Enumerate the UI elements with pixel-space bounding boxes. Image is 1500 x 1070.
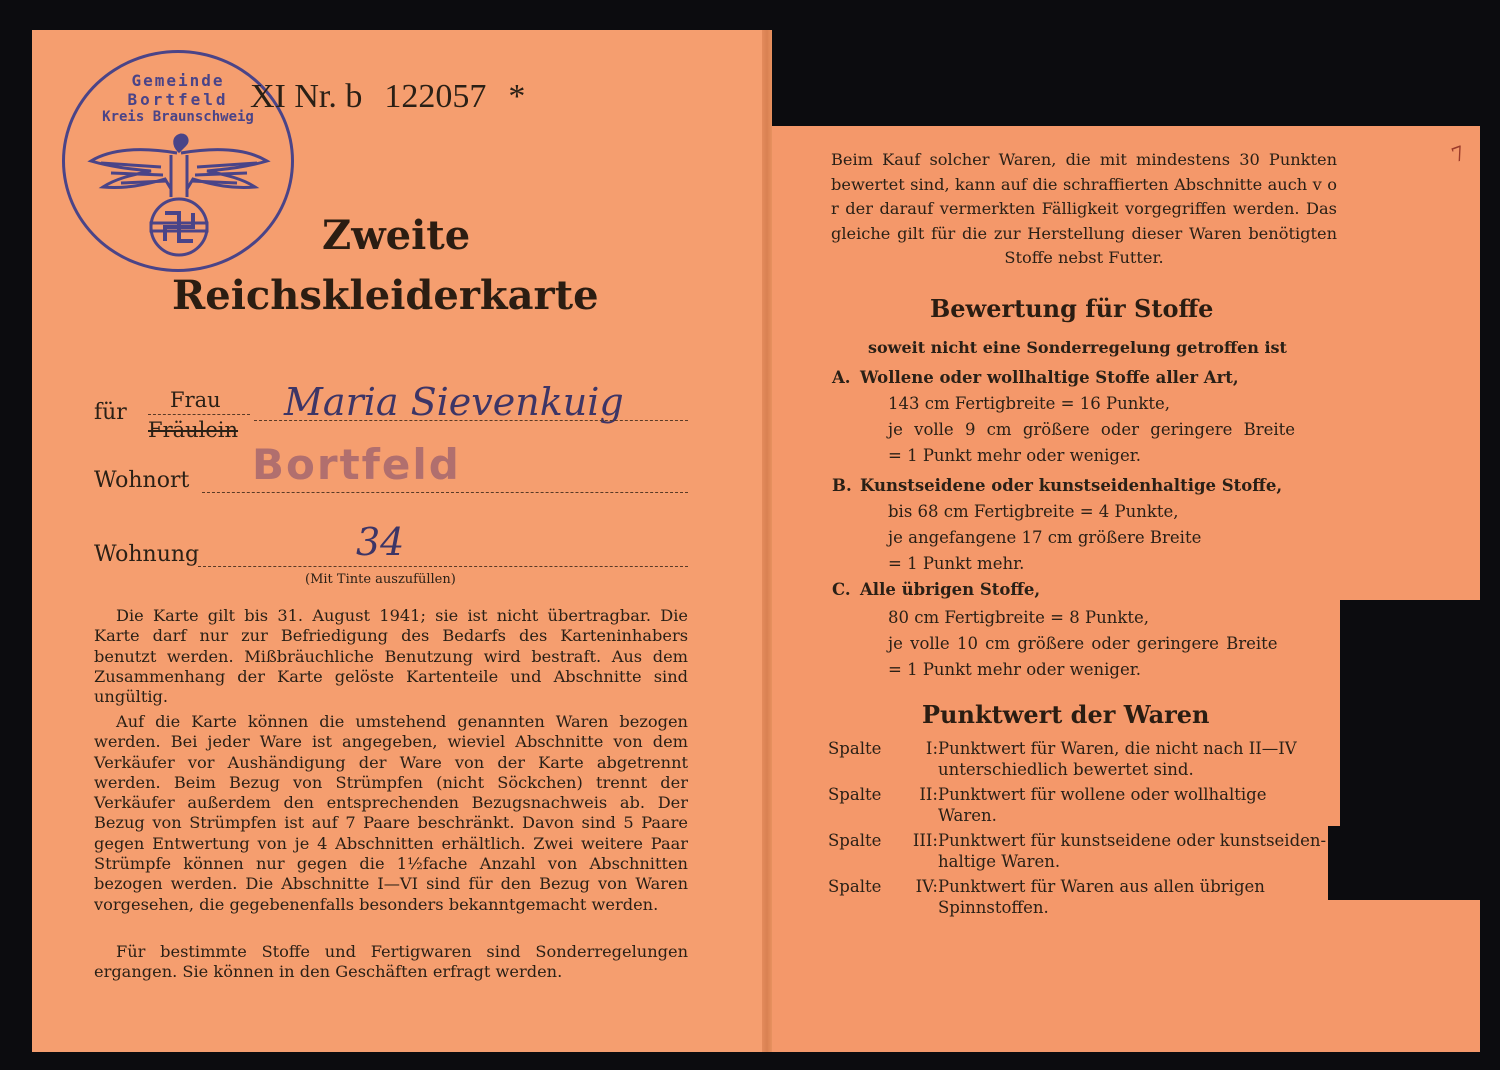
stamp-line-3: Kreis Braunschweig — [102, 109, 254, 125]
stamp-line-2: Bortfeld — [127, 90, 229, 109]
wohnung-label: Wohnung — [94, 542, 200, 567]
serial-series: XI Nr. b — [250, 78, 363, 115]
column-name: Spalte — [828, 831, 882, 850]
section-a-title: Wollene oder wollhaltige Stoffe aller Art, — [860, 368, 1239, 387]
column-name: Spalte — [828, 739, 882, 758]
salutation-frau: Frau — [170, 388, 221, 412]
center-fold — [762, 30, 772, 1052]
subheading-special-rule: soweit nicht eine Sonderregelung getroffen ist — [868, 338, 1287, 357]
column-roman: II: — [919, 785, 938, 804]
section-a-line-3: = 1 Punkt mehr oder weniger. — [888, 446, 1142, 465]
column-text-2: unterschiedlich bewertet sind. — [938, 760, 1194, 779]
column-text-2: haltige Waren. — [938, 852, 1061, 871]
column-text-1: Punktwert für Waren, die nicht nach II—IV — [938, 739, 1297, 758]
section-b-line-3: = 1 Punkt mehr. — [888, 554, 1025, 573]
title-line-1: Zweite — [322, 212, 471, 259]
salutation-divider — [148, 414, 250, 415]
pencil-mark: 7 — [1448, 140, 1469, 168]
section-b-title: Kunstseidene oder kunstseidenhaltige Stoffe, — [860, 476, 1283, 495]
section-c-line-3: = 1 Punkt mehr oder weniger. — [888, 660, 1142, 679]
wohnort-line — [202, 492, 688, 493]
column-name: Spalte — [828, 877, 882, 896]
column-row-iv — [828, 876, 1333, 917]
column-roman: IV: — [915, 877, 938, 896]
serial-number: 122057 — [384, 78, 487, 115]
section-b-line-1: bis 68 cm Fertigbreite = 4 Punkte, — [888, 502, 1179, 521]
paragraph-special-rules: Für bestimmte Stoffe und Fertigwaren sind Sonderregelungen ergangen. Sie können in den Geschäften erfragt werden. — [94, 942, 688, 982]
section-a-line-1: 143 cm Fertigbreite = 16 Punkte, — [888, 394, 1170, 413]
section-b-line-2: je angefangene 17 cm größere Breite — [888, 528, 1202, 547]
section-c-letter: C. — [832, 580, 851, 599]
column-text-1: Punktwert für Waren aus allen übrigen — [938, 877, 1265, 896]
name-handwritten: Maria Sievenkuig — [284, 380, 624, 424]
heading-point-values: Punktwert der Waren — [922, 700, 1210, 729]
column-name: Spalte — [828, 785, 882, 804]
column-text-1: Punktwert für kunstseidene oder kunstseiden- — [938, 831, 1327, 850]
column-row-iii — [828, 830, 1333, 871]
paragraph-usage: Auf die Karte können die umstehend genannten Waren bezogen werden. Bei jeder Ware ist angegeben, wieviel Abschnitte von dem Verkäufer vor Aushändigung der Ware von der Karte abgetrennt werden. Beim Bezug von Strümpfen (nicht Söckchen) trennt der Verkäufer außerdem den entsprechenden Bezugsnachweis ab. Der Bezug von Strümpfen ist auf 7 Paare beschränkt. Davon sind 5 Paare gegen Entwertung von je 4 Abschnitten erhältlich. Zwei weitere Paar Strümpfe können nur gegen die 1½fache Anzahl von Abschnitten bezogen werden. Die Abschnitte I—VI sind für den Bezug von Waren vorgesehen, die gegebenenfalls besonders bekanntgemacht werden. — [94, 712, 688, 914]
wohnung-line — [198, 566, 688, 567]
torn-notch — [1340, 600, 1480, 900]
name-line — [254, 420, 688, 421]
column-roman: I: — [925, 739, 938, 758]
wohnort-label: Wohnort — [94, 468, 190, 493]
stamp-line-1: Gemeinde — [131, 71, 225, 90]
column-roman: III: — [912, 831, 938, 850]
card-serial — [250, 78, 547, 116]
column-text-2: Spinnstoffen. — [938, 898, 1049, 917]
salutation-fraeulein: Fräulein — [148, 418, 239, 442]
section-c-line-2: je volle 10 cm größere oder geringere Breite — [888, 634, 1278, 653]
eagle-emblem-icon — [81, 127, 277, 267]
column-text-2: Waren. — [938, 806, 997, 825]
ink-note: (Mit Tinte auszufüllen) — [305, 572, 456, 587]
column-text-1: Punktwert für wollene oder wollhaltige — [938, 785, 1267, 804]
paragraph-validity: Die Karte gilt bis 31. August 1941; sie ist nicht übertragbar. Die Karte darf nur zur Befriedigung des Bedarfs des Karteninhabers benutzt werden. Mißbräuchliche Benutzung wird bestraft. Aus dem Zusammenhang der Karte gelöste Kartenteile und Abschnitte sind ungültig. — [94, 606, 688, 707]
column-row-ii — [828, 784, 1333, 825]
column-row-i — [828, 738, 1333, 779]
section-c-line-1: 80 cm Fertigbreite = 8 Punkte, — [888, 608, 1149, 627]
title-line-2: Reichskleiderkarte — [172, 272, 599, 319]
wohnung-handwritten: 34 — [356, 520, 405, 564]
wohnort-stamped-value: Bortfeld — [252, 440, 461, 489]
section-c-title: Alle übrigen Stoffe, — [860, 580, 1041, 599]
heading-fabric-rating: Bewertung für Stoffe — [930, 294, 1214, 323]
section-b-letter: B. — [832, 476, 852, 495]
right-intro: Beim Kauf solcher Waren, die mit mindestens 30 Punkten bewertet sind, kann auf die schraffierten Abschnitte auch v o r der darauf vermerkten Fälligkeit vorgegriffen werden. Das gleiche gilt für die zur Herstellung dieser Waren benötigten Stoffe nebst Futter. — [831, 150, 1337, 267]
fuer-label: für — [94, 400, 127, 425]
section-a-letter: A. — [832, 368, 851, 387]
section-a-line-2: je volle 9 cm größere oder geringere Breite — [888, 420, 1296, 439]
serial-mark: * — [508, 78, 526, 115]
